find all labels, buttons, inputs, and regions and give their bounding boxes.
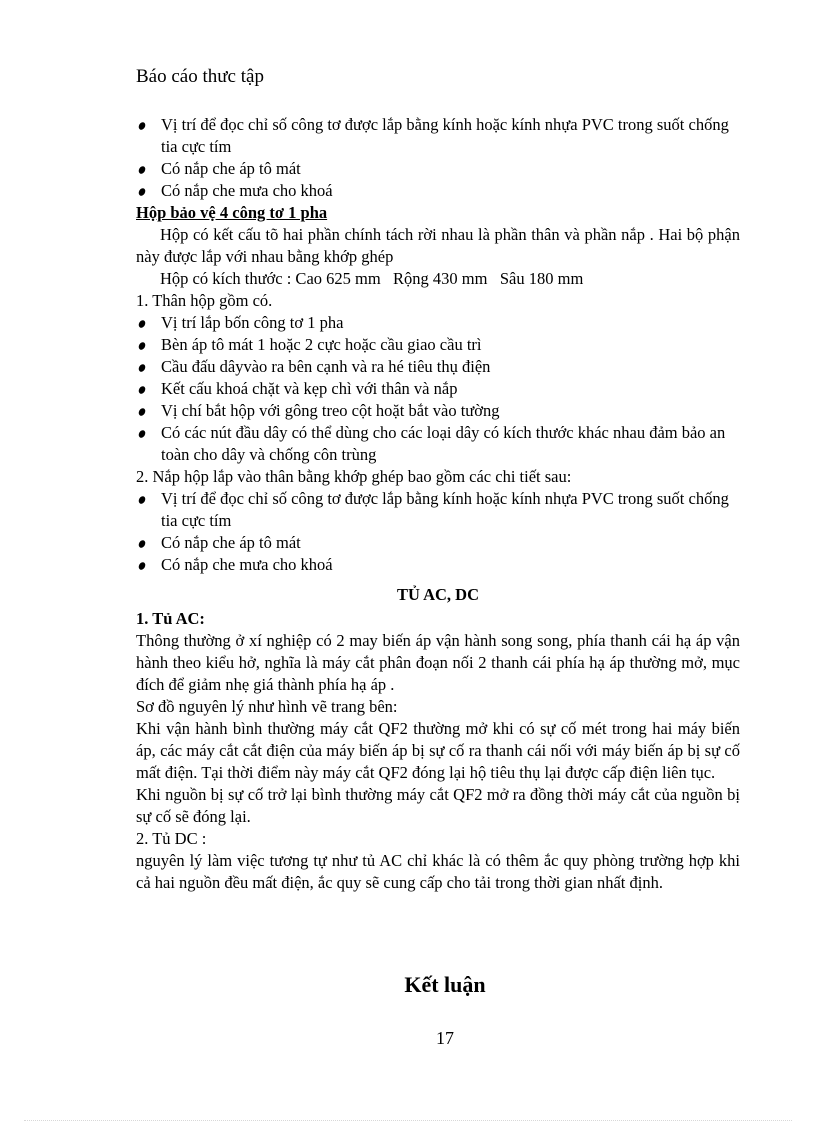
box-section-intro: Hộp có kết cấu tõ hai phần chính tách rời nhau là phần thân và phần nắp . Hai bộ phận này được lắp với nhau bằng khớp ghép	[136, 225, 740, 266]
list-item: Vị trí để đọc chỉ số công tơ được lắp bằng kính hoặc kính nhựa PVC trong suốt chống tia cực tím	[136, 488, 740, 532]
list-item: Có nắp che áp tô mát	[136, 158, 740, 180]
list-item: Vị trí để đọc chỉ số công tơ được lắp bằng kính hoặc kính nhựa PVC trong suốt chống tia cực tím	[136, 114, 740, 158]
box-section-title: Hộp bảo vệ 4 công tơ 1 pha	[136, 203, 328, 222]
box-dimensions: Hộp có kích thước : Cao 625 mm Rộng 430 mm Sâu 180 mm	[160, 269, 584, 288]
body-heading: 1. Thân hộp gồm có.	[136, 291, 273, 310]
ac-paragraph: Sơ đồ nguyên lý như hình vẽ trang bên:	[136, 697, 398, 716]
page-content	[136, 114, 740, 894]
dc-heading: 2. Tủ DC :	[136, 829, 207, 848]
ac-paragraph: Thông thường ở xí nghiệp có 2 may biến áp vận hành song song, phía thanh cái hạ áp vận hành theo kiểu hở, nghĩa là máy cắt phân đoạn nối 2 thanh cái phía hạ áp thường mở, mục đích để giảm nhẹ giá thành phía hạ áp .	[136, 631, 740, 694]
list-item: Cầu đấu dâyvào ra bên cạnh và ra hé tiêu thụ điện	[136, 356, 740, 378]
page-header: Báo cáo thưc tập	[136, 66, 264, 87]
list-item: Kết cấu khoá chặt và kẹp chì với thân và nắp	[136, 378, 740, 400]
list-item: Có nắp che mưa cho khoá	[136, 180, 740, 202]
page-number: 17	[436, 1028, 454, 1048]
list-item: Có nắp che áp tô mát	[136, 532, 740, 554]
cabinet-section-title: TỦ AC, DC	[396, 585, 480, 604]
page-bottom-rule	[24, 1120, 792, 1121]
body-item-list	[136, 312, 740, 466]
lid-heading: 2. Nắp hộp lắp vào thân bằng khớp ghép bao gồm các chi tiết sau:	[136, 467, 572, 486]
dc-paragraph: nguyên lý làm việc tương tự như tủ AC chỉ khác là có thêm ắc quy phòng trường hợp khi cả hai nguồn đều mất điện, ắc quy sẽ cung cấp cho tải trong thời gian nhất định.	[136, 851, 740, 892]
conclusion-heading: Kết luận	[404, 972, 486, 997]
list-item: Có nắp che mưa cho khoá	[136, 554, 740, 576]
ac-paragraph: Khi vận hành bình thường máy cắt QF2 thường mở khi có sự cố mét trong hai máy biến áp, các máy cắt cắt điện của máy biến áp bị sự cố ra thanh cái nối với máy biến áp bị sự cố mất điện. Tại thời điểm này máy cắt QF2 đóng lại hộ tiêu thụ lại được cấp điện liên tục.	[136, 719, 740, 782]
list-item: Bèn áp tô mát 1 hoặc 2 cực hoặc cầu giao cầu trì	[136, 334, 740, 356]
ac-paragraph: Khi nguồn bị sự cố trở lại bình thường máy cắt QF2 mở ra đồng thời máy cắt của nguồn bị sự cố sẽ đóng lại.	[136, 785, 740, 826]
list-item: Vị chí bắt hộp với gông treo cột hoặt bắt vào tường	[136, 400, 740, 422]
lid-item-list	[136, 488, 740, 576]
list-item: Có các nút đầu dây có thể dùng cho các loại dây có kích thước khác nhau đảm bảo an toàn cho dây và chống côn trùng	[136, 422, 740, 466]
top-bullet-list	[136, 114, 740, 202]
ac-heading: 1. Tủ AC:	[136, 609, 205, 628]
list-item: Vị trí lắp bốn công tơ 1 pha	[136, 312, 740, 334]
